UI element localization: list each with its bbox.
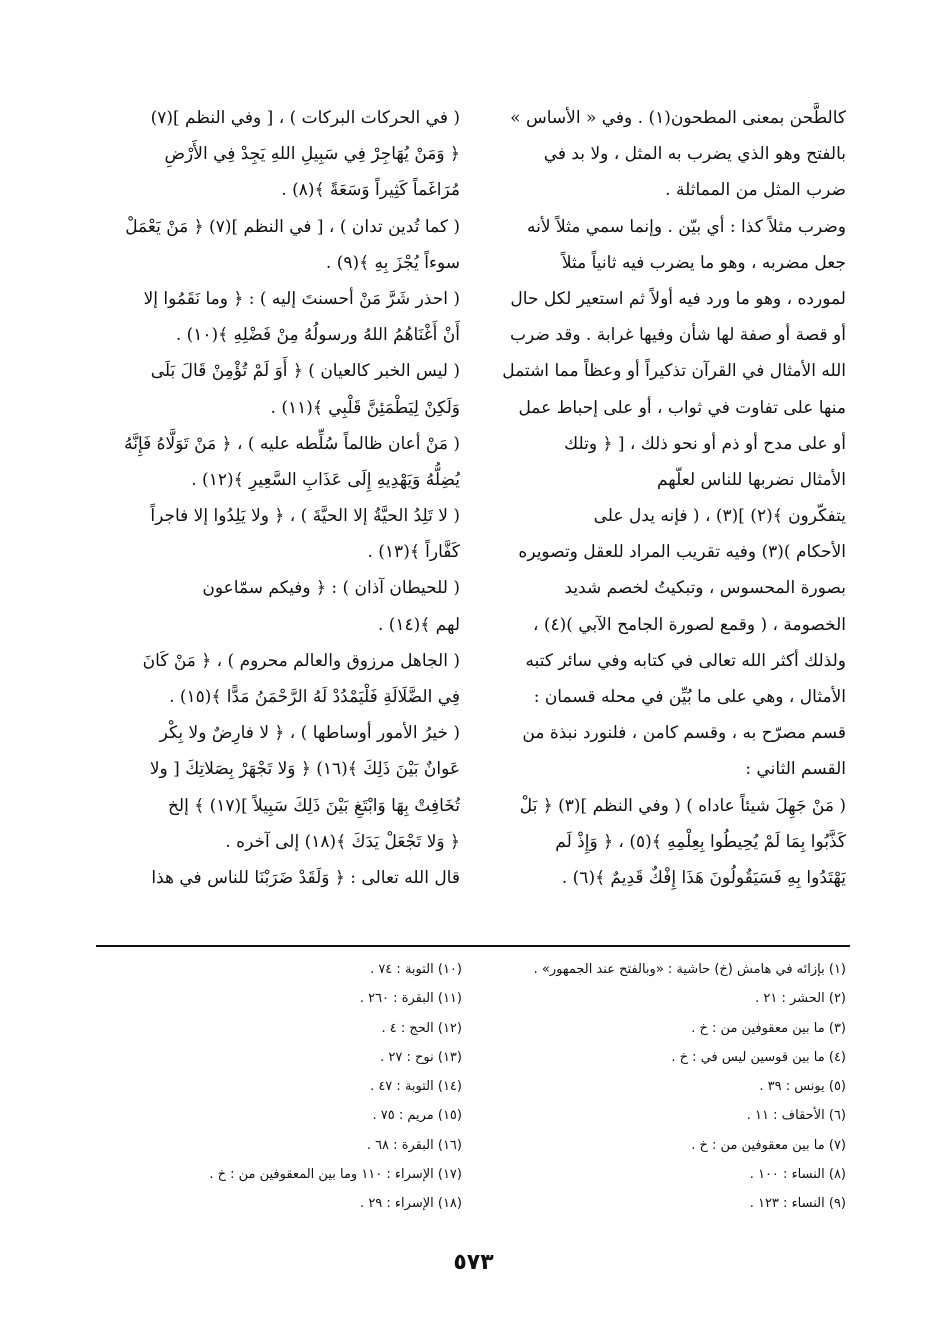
text-line: ( للحيطان آذان ) : ﴿ وفيكم سمّاعون	[202, 578, 460, 599]
footnotes-right	[496, 955, 846, 1219]
footnote: (٤) ما بين قوسين ليس في : خ .	[671, 1049, 846, 1065]
text-line: لمورده ، وهو ما ورد فيه أولاً ثم استعير لكل حال	[510, 288, 846, 309]
text-line: أو على مدح أو ذم أو نحو ذلك ، [ ﴿ وتلك	[564, 433, 846, 454]
footnote: (١٧) الإسراء : ١١٠ وما بين المعقوفين من : خ .	[209, 1167, 462, 1183]
page-number: ٥٧٣	[453, 1250, 494, 1275]
footnote: (١٠) التوبة : ٧٤ .	[370, 962, 462, 977]
right-text-column	[488, 100, 846, 896]
text-line: أَنْ أَغْنَاهُمُ اللهُ ورسولُهُ مِنْ فَضْلِهِ ﴾(١٠) .	[175, 325, 460, 346]
text-line: لهم ﴾(١٤) .	[377, 614, 460, 635]
footnote: (١٢) الحج : ٤ .	[381, 1020, 462, 1036]
footnote: (١٨) الإسراء : ٢٩ .	[360, 1196, 462, 1212]
footnote-separator	[96, 945, 850, 947]
text-line: ( كما تُدين تدان ) ، [ في النظم ](٧) ﴿ مَنْ يَعْمَلْ	[125, 216, 460, 237]
text-line: القسم الثاني :	[745, 759, 846, 780]
footnote: (٦) الأحقاف : ١١ .	[746, 1108, 846, 1124]
text-line: يُضِلُّهُ وَيَهْدِيهِ إِلَى عَذَابِ السَّعِيرِ ﴾(١٢) .	[191, 469, 460, 490]
text-line: ( خيرُ الأمور أوساطها ) ، ﴿ لا فارِضٌ ولا بِكْر	[159, 723, 460, 744]
footnote: (١٣) نوح : ٢٧ .	[380, 1049, 462, 1065]
text-line: منها على تفاوت في ثواب ، أو على إحباط عمل	[518, 397, 846, 418]
text-line: الخصومة ، ( وقمع لصورة الجامح الآبي )(٤) ،	[533, 614, 846, 635]
text-line: ( احذر شَرَّ مَنْ أحسنتَ إليه ) : ﴿ وما نَقَمُوا إلا	[143, 288, 460, 309]
text-line: ( في الحركات البركات ) ، [ وفي النظم ](٧)	[150, 108, 460, 128]
text-line: ( ليس الخبر كالعيان ) ﴿ أَوَ لَمْ تُؤْمِنْ قَالَ بَلَى	[150, 361, 460, 382]
text-line: الأمثال نضربها للناس لعلّهم	[656, 469, 846, 490]
footnote: (٥) يونس : ٣٩ .	[759, 1079, 846, 1095]
text-line: كَذَّبُوا بِمَا لَمْ يُحِيطُوا بِعِلْمِهِ ﴾(٥) ، ﴿ وَإِذْ لَم	[555, 831, 846, 852]
text-line: بالفتح وهو الذي يضرب به المثل ، ولا بد في	[543, 144, 846, 165]
text-line: ( مَنْ جَهِلَ شيئاً عاداه ) ( وفي النظم ](٣) ﴿ بَلْ	[519, 795, 846, 816]
text-line: ( الجاهل مرزوق والعالم محروم ) ، ﴿ مَنْ كَانَ	[142, 650, 460, 671]
footnote: (١٥) مريم : ٧٥ .	[372, 1108, 462, 1124]
footnote: (٧) ما بين معقوفين من : خ .	[691, 1137, 846, 1153]
text-line: ضرب المثل من المماثلة .	[665, 180, 846, 201]
text-line: أو قصة أو صفة لها شأن وفيها غرابة . وقد ضرب	[510, 325, 846, 346]
footnote: (١٦) البقرة : ٦٨ .	[366, 1137, 462, 1153]
text-line: يتفكّرون ﴾(٢) ](٣) ، ( فإنه يدل على	[593, 506, 846, 527]
text-line: وَلَكِنْ لِيَطْمَئِنَّ قَلْبِي ﴾(١١) .	[270, 397, 460, 418]
footnote: (٨) النساء : ١٠٠ .	[749, 1167, 846, 1183]
text-line: ﴿ وَمَنْ يُهَاجِرْ فِي سَبِيلِ اللهِ يَجِدْ فِي الأَرْضِ	[164, 144, 460, 165]
text-line: سوءاً يُجْزَ بِهِ ﴾(٩) .	[325, 252, 460, 273]
footnotes-left	[102, 955, 462, 1219]
left-text-column	[102, 100, 460, 896]
text-line: قال الله تعالى : ﴿ وَلَقَدْ ضَرَبْنَا للناس في هذا	[151, 867, 460, 888]
text-line: ( لا تَلِدُ الحيَّةُ إلا الحيَّةَ ) ، ﴿ ولا يَلِدُوا إلا فاجراً	[150, 506, 460, 527]
text-line: ولذلك أكثر الله تعالى في كتابه وفي سائر كتبه	[525, 650, 846, 671]
text-line: جعل مضربه ، وهو ما يضرب فيه ثانياً مثلاً	[561, 252, 846, 273]
footnote: (٩) النساء : ١٢٣ .	[749, 1196, 846, 1212]
footnote: (١) بإزائه في هامش (خ) حاشية : «وبالفتح عند الجمهور» .	[533, 962, 846, 977]
text-line: مُرَاغَماً كَثِيراً وَسَعَةً ﴾(٨) .	[281, 180, 460, 201]
text-line: كالطَّحن بمعنى المطحون(١) . وفي « الأساس »	[510, 108, 846, 128]
text-line: الأحكام )(٣) وفيه تقريب المراد للعقل وتصويره	[518, 542, 846, 563]
text-line: قسم مصرّح به ، وقسم كامن ، فلنورد نبذة من	[522, 723, 846, 744]
text-line: وضرب مثلاً كذا : أي بيّن . وإنما سمي مثلاً لأنه	[527, 216, 846, 237]
text-line: فِي الضَّلَالَةِ فَلْيَمْدُدْ لَهُ الرَّحْمَنُ مَدًّا ﴾(١٥) .	[169, 687, 460, 707]
footnote: (٣) ما بين معقوفين من : خ .	[691, 1020, 846, 1036]
text-line: ( مَنْ أعان ظالماً سُلِّطه عليه ) ، ﴿ مَنْ تَوَلَّاهُ فَإِنَّهُ	[124, 433, 460, 454]
text-line: تُخَافِتْ بِهَا وَابْتَغِ بَيْنَ ذَلِكَ سَبِيلاً ](١٧) ﴾ إلخ	[167, 795, 460, 816]
text-line: الأمثال ، وهي على ما بُيِّن في محله قسمان :	[533, 687, 846, 707]
text-line: يَهْتَدُوا بِهِ فَسَيَقُولُونَ هَذَا إِفْكٌ قَدِيمٌ ﴾(٦) .	[561, 867, 846, 888]
text-line: كَفَّاراً ﴾(١٣) .	[367, 542, 460, 563]
text-line: الله الأمثال في القرآن تذكيراً أو وعظاً مما اشتمل	[502, 361, 846, 382]
footnote: (١٤) التوبة : ٤٧ .	[370, 1079, 462, 1095]
footnote: (١١) البقرة : ٢٦٠ .	[359, 991, 462, 1007]
text-line: عَوانٌ بَيْنَ ذَلِكَ ﴾(١٦) ﴿ وَلا تَجْهَرْ بِصَلاتِكَ [ ولا	[149, 759, 460, 780]
text-line: بصورة المحسوس ، وتبكيتُ لخصم شديد	[564, 578, 846, 599]
footnote: (٢) الحشر : ٢١ .	[755, 991, 846, 1007]
text-line: ﴿ وَلا تَجْعَلْ يَدَكَ ﴾(١٨) إلى آخره .	[225, 831, 460, 852]
